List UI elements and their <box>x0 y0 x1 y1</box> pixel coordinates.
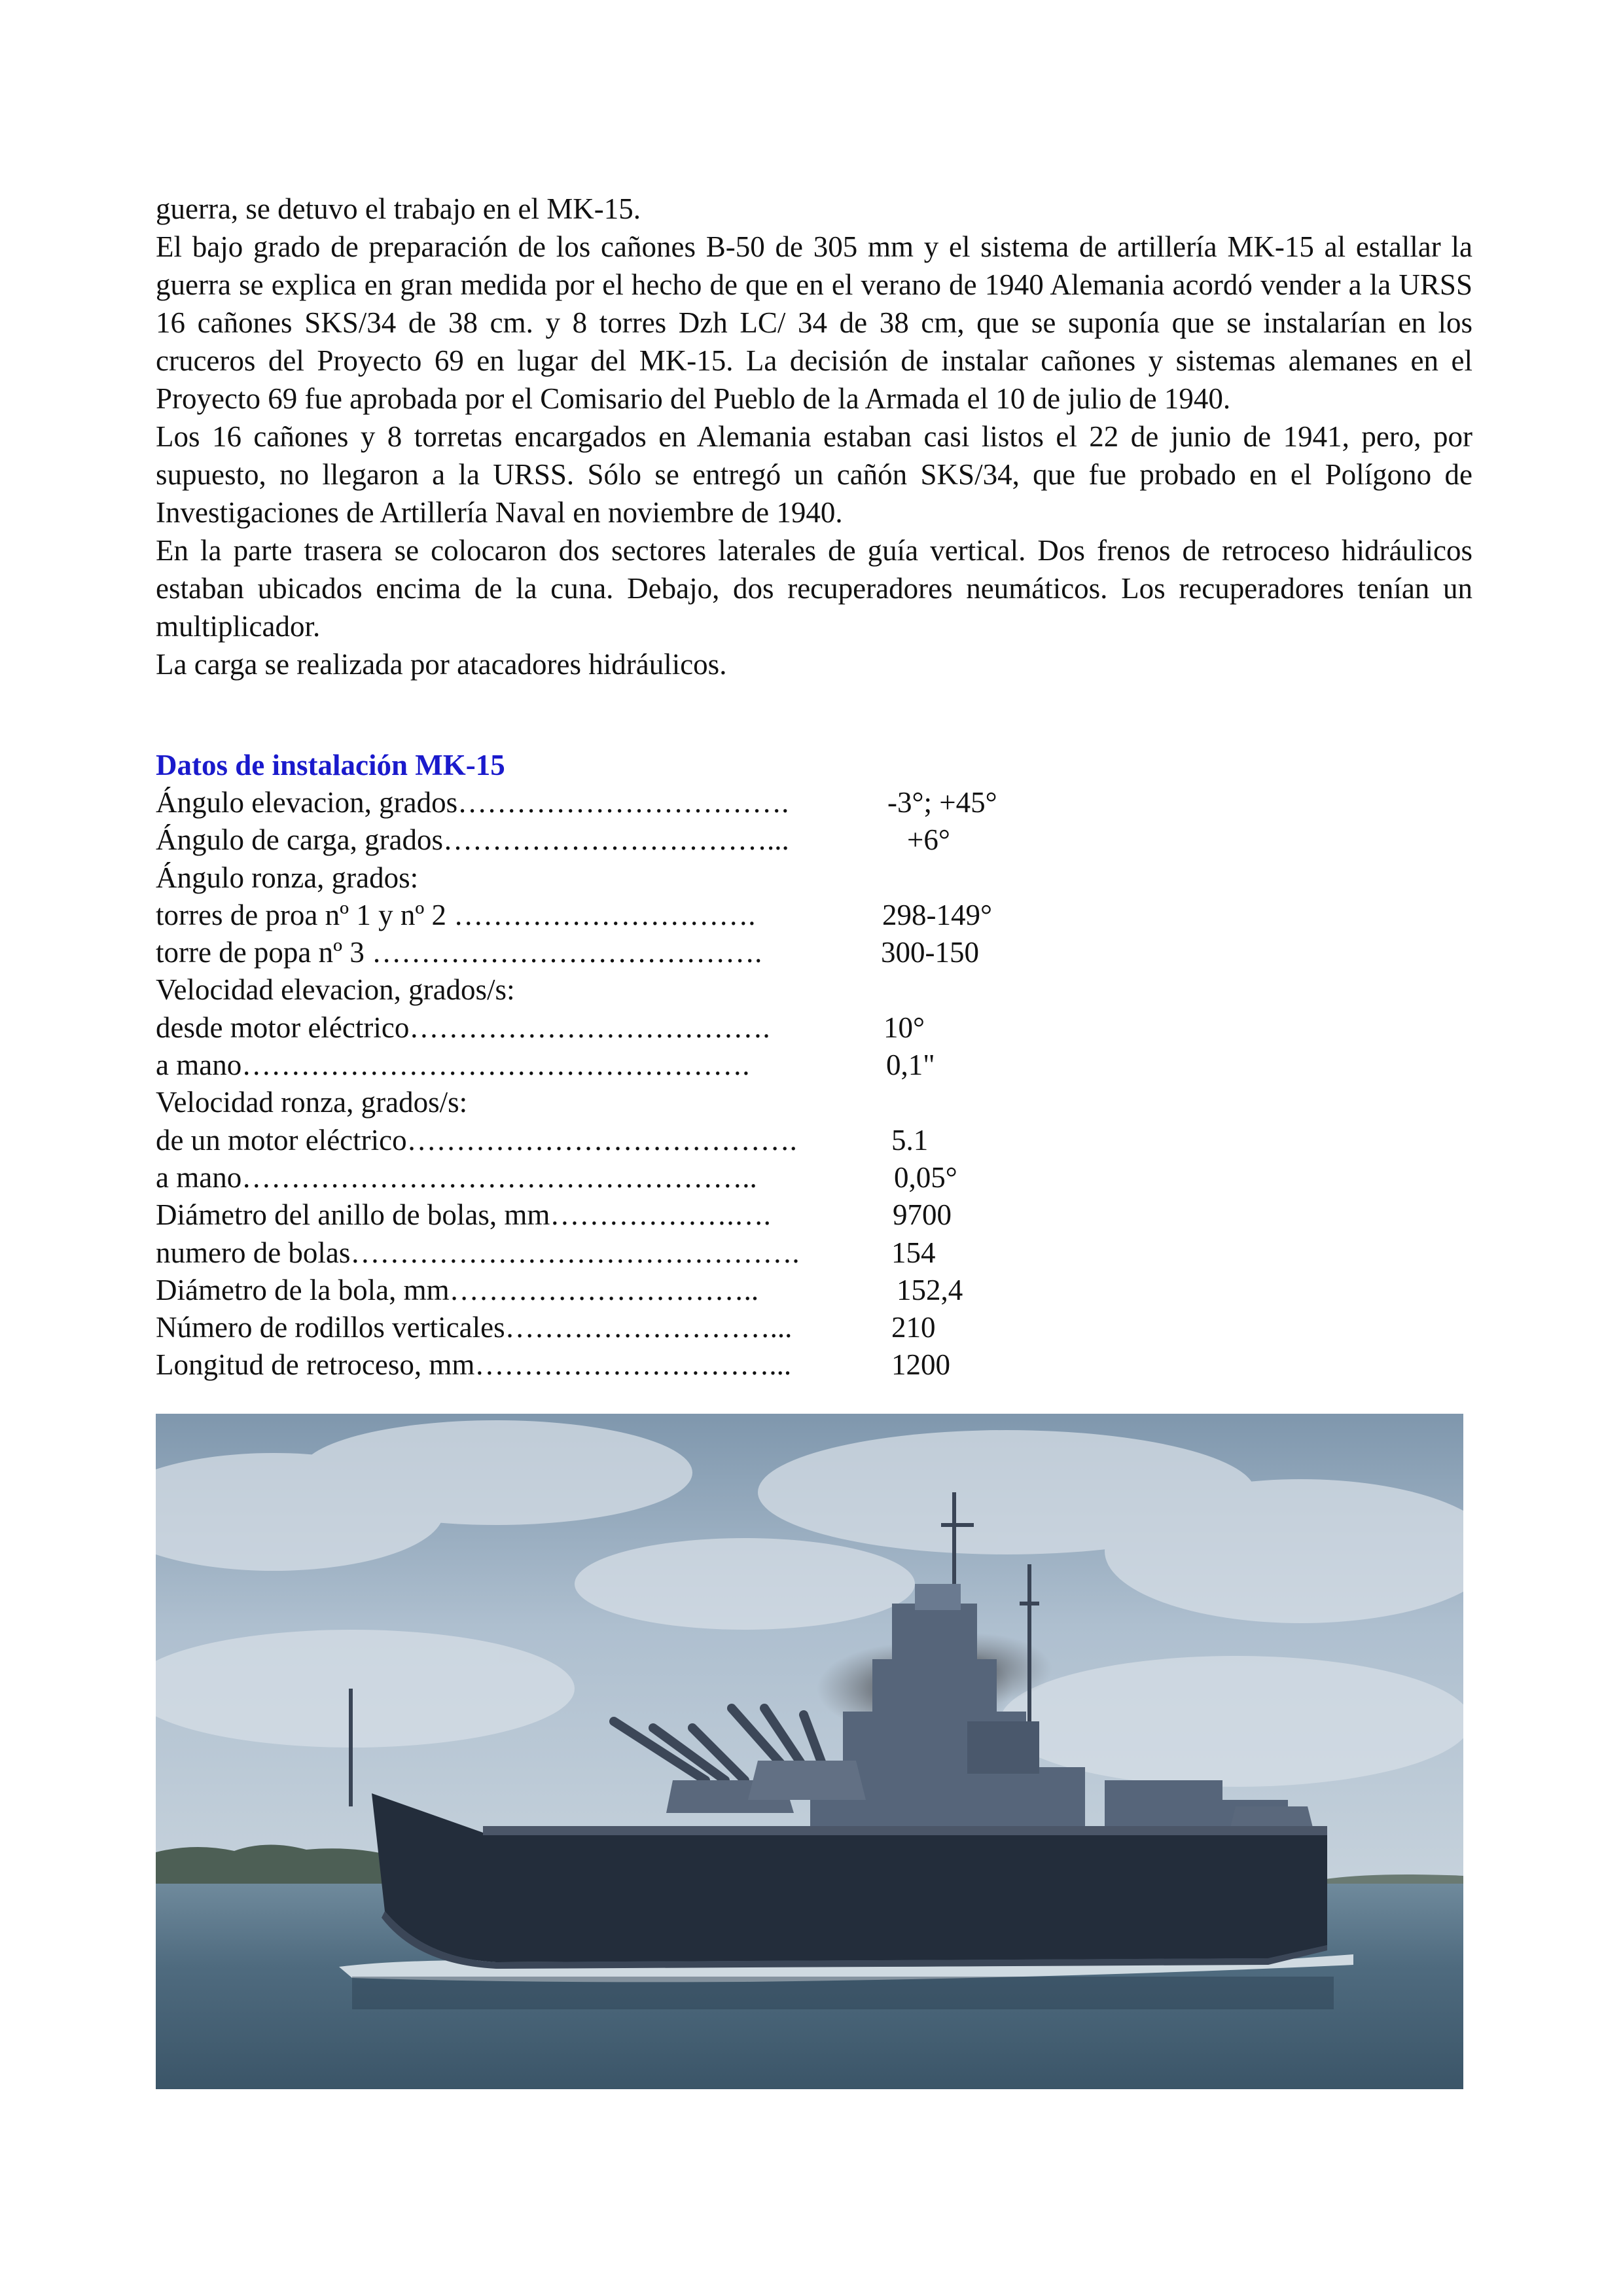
battleship-photo <box>156 1414 1463 2089</box>
spec-value: 10° <box>883 1011 925 1044</box>
spec-value: 9700 <box>893 1198 952 1232</box>
paragraph: La carga se realizada por atacadores hidráulicos. <box>156 648 727 681</box>
spec-value: 300-150 <box>881 936 979 969</box>
spec-label: Velocidad ronza, grados/s: <box>156 1086 468 1119</box>
reflection <box>352 1977 1334 2009</box>
spec-value: 0,05° <box>894 1160 957 1194</box>
body-text <box>156 190 1472 683</box>
spec-label: numero de bolas………………………………………. <box>156 1236 800 1269</box>
paragraph: guerra, se detuvo el trabajo en el MK-15. <box>156 192 641 225</box>
spec-label: Ángulo elevacion, grados……………………………. <box>156 786 789 819</box>
spec-label: Ángulo de carga, grados……………………………... <box>156 823 789 857</box>
deck-edge <box>483 1826 1327 1835</box>
spec-value: 152,4 <box>897 1273 963 1306</box>
paragraph: El bajo grado de preparación de los cañones B-50 de 305 mm y el sistema de artillería MK-15 al estallar la guerra se explica en gran medida por el hecho de que en el verano de 1940 Alemania acordó vender a la URSS 16 cañones SKS/34 de 38 cm. y 8 torres Dzh LC/ 34 de 38 cm, que se suponía que se instalarían en los cruceros del Proyecto 69 en lugar del MK-15. La decisión de instalar cañones y sistemas alemanes en el Proyecto 69 fue aprobada por el Comisario del Pueblo de la Armada el 10 de julio de 1940. <box>156 230 1472 415</box>
spec-label: Número de rodillos verticales………………………... <box>156 1311 793 1344</box>
battleship-illustration <box>156 1414 1463 2089</box>
spec-value: 5.1 <box>891 1123 929 1157</box>
section-title: Datos de instalación MK-15 <box>156 749 505 781</box>
spec-value: +6° <box>907 823 950 857</box>
spec-label: a mano……………………………………………. <box>156 1049 750 1082</box>
spec-label: Diámetro de la bola, mm………………………….. <box>156 1273 759 1306</box>
spec-label: Ángulo ronza, grados: <box>156 861 419 894</box>
spec-label: torres de proa nº 1 y nº 2 …………………………. <box>156 898 756 931</box>
paragraph: En la parte trasera se colocaron dos sectores laterales de guía vertical. Dos frenos de retroceso hidráulicos estaban ubicados encima de la cuna. Debajo, dos recuperadores neumáticos. Los recuperadores tenían un multiplicador. <box>156 534 1472 643</box>
spec-label: Diámetro del anillo de bolas, mm……………….…. <box>156 1198 771 1232</box>
spec-value: 1200 <box>891 1348 950 1382</box>
spec-label: desde motor eléctrico………………………………. <box>156 1011 770 1044</box>
spec-value: -3°; +45° <box>887 786 997 819</box>
spec-value: 154 <box>891 1236 936 1269</box>
spec-label: Velocidad elevacion, grados/s: <box>156 973 515 1007</box>
spec-value: 210 <box>891 1311 936 1344</box>
paragraph: Los 16 cañones y 8 torretas encargados en Alemania estaban casi listos el 22 de junio de 1941, pero, por supuesto, no llegaron a la URSS. Sólo se entregó un cañón SKS/34, que fue probado en el Polígono de Investigaciones de Artillería Naval en noviembre de 1940. <box>156 420 1472 529</box>
spec-label: Longitud de retroceso, mm…………………………... <box>156 1348 792 1382</box>
spec-label: torre de popa nº 3 …………………………………. <box>156 936 762 969</box>
spec-value: 298-149° <box>882 898 992 931</box>
spec-label: de un motor eléctrico…………………………………. <box>156 1123 797 1157</box>
spec-label: a mano…………………………………………….. <box>156 1160 757 1194</box>
spec-value: 0,1" <box>886 1049 935 1082</box>
